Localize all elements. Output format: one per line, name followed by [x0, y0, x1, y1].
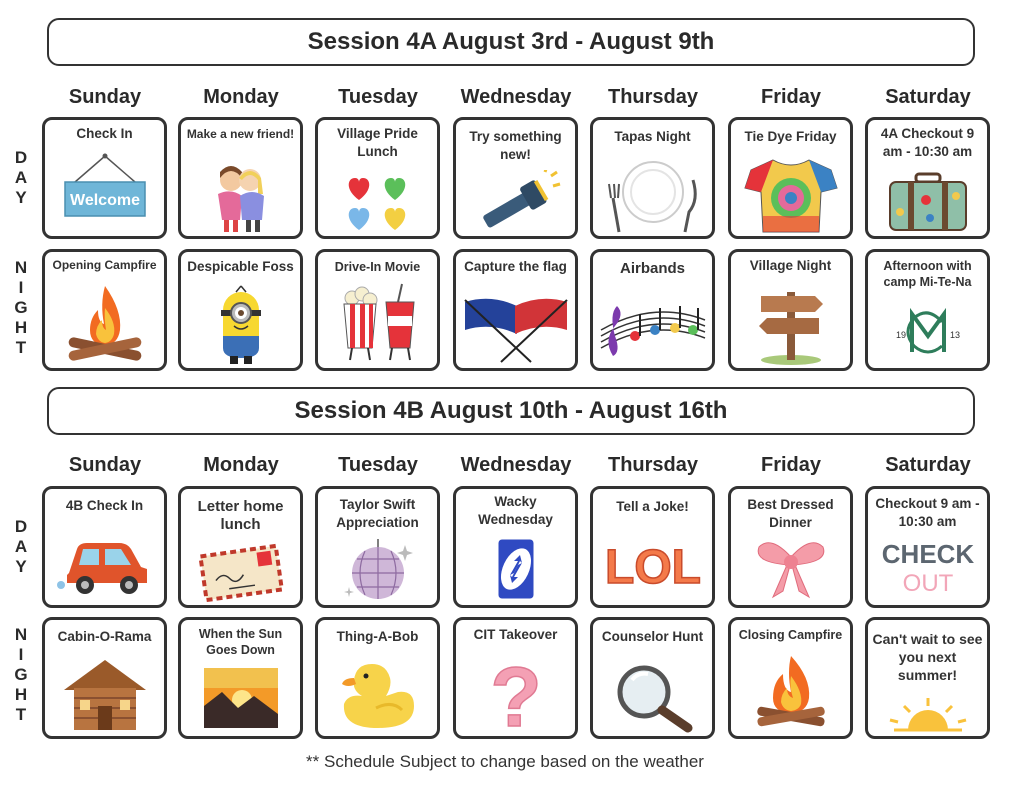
card-label: Thing-A-Bob: [336, 629, 419, 644]
card-label: Try something new!: [469, 129, 562, 162]
card-4b-monday-night: [178, 617, 303, 739]
card-4a-tuesday-night: [315, 249, 440, 371]
card-4b-thursday-day: [590, 486, 715, 608]
rubber-duck-icon: [336, 656, 420, 732]
card-4a-wednesday-day: [453, 117, 578, 239]
flashlight-icon: [471, 170, 561, 232]
day-header-wednesday: Wednesday: [460, 454, 572, 476]
card-4b-saturday-day: [865, 486, 990, 608]
camp-logo-icon: [888, 302, 968, 366]
hugging-friends-icon: [206, 164, 276, 234]
magnifying-glass-icon: [608, 658, 698, 734]
day-header-monday: Monday: [203, 86, 279, 108]
card-4b-wednesday-day: [453, 486, 578, 608]
campfire-icon: [751, 652, 831, 732]
question-mark-icon: [486, 650, 546, 734]
day-header-friday: Friday: [760, 86, 822, 108]
welcome-sign-text: Welcome: [69, 192, 140, 209]
card-label: Drive-In Movie: [334, 260, 421, 274]
card-4b-sunday-night: [42, 617, 167, 739]
card-4a-saturday-night: [865, 249, 990, 371]
row-label-day: D A Y: [14, 148, 28, 207]
campfire-icon: [60, 282, 150, 366]
card-label: Wacky Wednesday: [478, 494, 553, 527]
day-header-tuesday: Tuesday: [338, 454, 418, 476]
crossed-flags-icon: [461, 290, 571, 364]
card-label: Opening Campfire: [52, 258, 157, 272]
music-notes-icon: [599, 290, 707, 364]
welcome-sign-icon: [55, 152, 155, 232]
card-4b-friday-day: [728, 486, 853, 608]
card-4b-sunday-day: [42, 486, 167, 608]
logo-year-left: 19: [895, 330, 906, 340]
card-4a-tuesday-day: [315, 117, 440, 239]
out-text: OUT: [902, 570, 953, 597]
card-label: Check In: [76, 126, 133, 141]
lol-icon: [603, 531, 703, 595]
weather-disclaimer: ** Schedule Subject to change based on the weather: [306, 752, 704, 771]
card-label: Taylor Swift Appreciation: [336, 497, 419, 530]
card-label: CIT Takeover: [473, 627, 558, 642]
card-4a-friday-day: [728, 117, 853, 239]
card-4a-wednesday-night: [453, 249, 578, 371]
card-label: Village Pride Lunch: [337, 126, 418, 159]
card-label: Capture the flag: [464, 259, 567, 274]
card-label: Can't wait to see you next summer!: [872, 631, 983, 683]
card-label: Despicable Foss: [187, 259, 294, 274]
card-4a-saturday-day: [865, 117, 990, 239]
day-header-thursday: Thursday: [607, 454, 699, 476]
minion-icon: [216, 284, 266, 366]
disco-ball-icon: [343, 539, 413, 603]
card-label: Tie Dye Friday: [744, 129, 837, 144]
card-4b-wednesday-night: [453, 617, 578, 739]
card-label: When the Sun Goes Down: [198, 627, 283, 657]
popcorn-soda-icon: [330, 282, 426, 366]
hearts-icon: [341, 174, 415, 234]
card-4b-monday-day: [178, 486, 303, 608]
session-4a-title: Session 4A August 3rd - August 9th: [47, 18, 975, 66]
card-label: Afternoon with camp Mi-Te-Na: [883, 259, 972, 289]
day-header-monday: Monday: [203, 454, 279, 476]
day-header-sunday: Sunday: [68, 454, 142, 476]
question-mark-text: ?: [489, 650, 542, 734]
card-label: Letter home lunch: [197, 498, 284, 533]
sunset-icon: [202, 666, 280, 730]
card-4b-saturday-night: [865, 617, 990, 739]
card-label: Counselor Hunt: [601, 629, 704, 644]
card-label: Village Night: [749, 258, 832, 273]
rising-sun-icon: [884, 696, 972, 736]
card-label: 4A Checkout 9 am - 10:30 am: [880, 126, 975, 159]
row-label-day: D A Y: [14, 517, 28, 576]
day-header-saturday: Saturday: [885, 86, 971, 108]
day-header-sunday: Sunday: [68, 86, 142, 108]
card-4b-tuesday-day: [315, 486, 440, 608]
card-label: Cabin-O-Rama: [57, 629, 152, 644]
check-text: CHECK: [881, 539, 974, 569]
card-4a-thursday-night: [590, 249, 715, 371]
card-4a-sunday-night: [42, 249, 167, 371]
tie-dye-shirt-icon: [743, 156, 839, 234]
card-4a-friday-night: [728, 249, 853, 371]
check-out-icon: [872, 537, 984, 601]
card-4a-sunday-day: [42, 117, 167, 239]
day-header-tuesday: Tuesday: [338, 86, 418, 108]
plate-fork-knife-icon: [603, 154, 703, 234]
card-4b-friday-night: [728, 617, 853, 739]
card-4b-thursday-night: [590, 617, 715, 739]
card-4a-thursday-day: [590, 117, 715, 239]
logo-year-right: 13: [949, 330, 960, 340]
car-icon: [55, 533, 155, 597]
session-4b-title: Session 4B August 10th - August 16th: [47, 387, 975, 435]
lol-text: LOL: [604, 541, 701, 594]
day-header-saturday: Saturday: [885, 454, 971, 476]
card-4a-monday-night: [178, 249, 303, 371]
day-header-thursday: Thursday: [607, 86, 699, 108]
envelope-icon: [197, 541, 285, 603]
card-label: Tell a Joke!: [616, 499, 689, 514]
signpost-icon: [751, 284, 831, 366]
card-label: 4B Check In: [65, 498, 144, 513]
row-label-night: N I G H T: [14, 258, 28, 357]
day-header-wednesday: Wednesday: [460, 86, 572, 108]
card-4b-tuesday-night: [315, 617, 440, 739]
card-4a-monday-day: [178, 117, 303, 239]
reverse-card-icon: [496, 537, 536, 601]
suitcase-icon: [886, 172, 970, 234]
bow-icon: [751, 535, 831, 599]
card-label: Best Dressed Dinner: [747, 497, 834, 530]
card-label: Closing Campfire: [738, 628, 843, 642]
card-label: Airbands: [619, 260, 685, 277]
card-label: Make a new friend!: [186, 127, 295, 141]
card-label: Tapas Night: [614, 129, 691, 144]
cabin-icon: [60, 654, 150, 734]
day-header-friday: Friday: [760, 454, 822, 476]
card-label: Checkout 9 am - 10:30 am: [875, 496, 980, 529]
row-label-night: N I G H T: [14, 625, 28, 724]
